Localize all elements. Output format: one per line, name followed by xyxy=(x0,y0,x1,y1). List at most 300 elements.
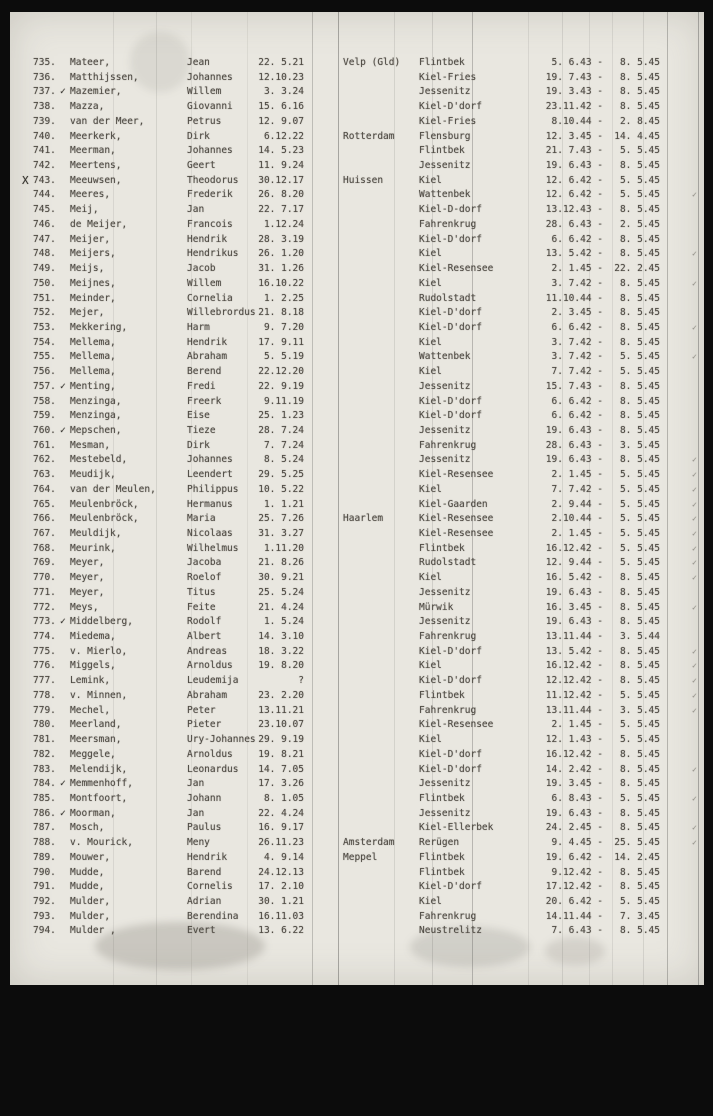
birth-date: 22. 4.24 xyxy=(258,807,304,819)
camp: Jessenitz xyxy=(419,424,471,436)
date-to: 8. 5.45 xyxy=(619,160,660,172)
first-name: Leudemija xyxy=(187,675,239,687)
surname: Mesman, xyxy=(70,439,111,451)
right-check-mark: ✓ xyxy=(692,484,697,494)
birth-date: 23. 2.20 xyxy=(258,689,304,701)
date-from: 16. 5.42 - xyxy=(545,572,603,584)
table-row xyxy=(10,159,704,174)
row-number: 762. xyxy=(33,454,56,466)
table-row xyxy=(10,424,704,439)
date-to: 8. 5.45 xyxy=(619,601,660,613)
surname: Meerland, xyxy=(70,719,122,731)
date-to: 8. 5.45 xyxy=(619,57,660,68)
row-number: 766. xyxy=(33,513,56,525)
camp: Flintbek xyxy=(419,792,465,804)
first-name: Eise xyxy=(187,410,210,422)
first-name: Jan xyxy=(187,778,205,790)
date-to: 8. 5.45 xyxy=(619,925,660,937)
row-number: 740. xyxy=(33,130,56,142)
date-to: 5. 5.45 xyxy=(619,792,660,804)
surname: Middelberg, xyxy=(70,616,133,628)
date-from: 19. 7.43 - xyxy=(545,71,603,83)
right-check-mark: ✓ xyxy=(692,499,697,509)
first-name: Hendrik xyxy=(187,851,228,863)
birth-date: 1.12.24 xyxy=(263,218,304,230)
camp: Neustrelitz xyxy=(419,925,482,937)
birth-date: 23.10.07 xyxy=(258,719,304,731)
date-to: 8. 5.45 xyxy=(619,292,660,304)
date-to: 8. 5.45 xyxy=(619,616,660,628)
camp: Wattenbek xyxy=(419,351,471,363)
camp: Kiel-Fries xyxy=(419,71,477,83)
date-from: 6. 6.42 - xyxy=(551,321,603,333)
surname: Meinder, xyxy=(70,292,116,304)
surname: van der Meulen, xyxy=(70,483,156,495)
camp: Kiel-D'dorf xyxy=(419,410,482,422)
date-to: 8. 5.45 xyxy=(619,424,660,436)
row-number: 763. xyxy=(33,469,56,481)
date-to: 8. 5.45 xyxy=(619,881,660,893)
row-number: 749. xyxy=(33,263,56,275)
right-check-mark: ✓ xyxy=(692,514,697,524)
birth-date: 24.12.13 xyxy=(258,866,304,878)
birth-date: 14. 3.10 xyxy=(258,631,304,643)
date-to: 8. 5.45 xyxy=(619,675,660,687)
camp: Rudolstadt xyxy=(419,557,477,569)
first-name: Francois xyxy=(187,218,233,230)
surname: Mouwer, xyxy=(70,851,111,863)
date-to: 8. 5.45 xyxy=(619,204,660,216)
surname: v. Mourick, xyxy=(70,837,133,849)
table-row xyxy=(10,556,704,571)
row-number: 778. xyxy=(33,689,56,701)
table-row xyxy=(10,498,704,513)
table-row xyxy=(10,674,704,689)
camp: Kiel-Ellerbek xyxy=(419,822,494,834)
date-from: 9. 4.45 - xyxy=(551,837,603,849)
date-to: 8. 5.45 xyxy=(619,763,660,775)
surname: Miggels, xyxy=(70,660,116,672)
date-to: 8. 5.45 xyxy=(619,101,660,113)
table-row xyxy=(10,203,704,218)
date-to: 5. 5.45 xyxy=(619,513,660,525)
birth-date: 19. 8.21 xyxy=(258,748,304,760)
date-from: 19. 6.43 - xyxy=(545,424,603,436)
row-number: 748. xyxy=(33,248,56,260)
date-to: 3. 5.44 xyxy=(619,631,660,643)
row-number: 784. xyxy=(33,778,56,790)
camp: Kiel-D'dorf xyxy=(419,748,482,760)
surname: Meij, xyxy=(70,204,99,216)
date-from: 19. 6.43 - xyxy=(545,807,603,819)
right-check-mark: ✓ xyxy=(692,838,697,848)
table-row xyxy=(10,56,704,71)
table-row xyxy=(10,601,704,616)
birth-date: 6.12.22 xyxy=(263,130,304,142)
surname: Meijs, xyxy=(70,263,105,275)
right-check-mark: ✓ xyxy=(692,823,697,833)
birth-date: 16.11.03 xyxy=(258,910,304,922)
date-to: 2. 5.45 xyxy=(619,218,660,230)
date-to: 8. 5.45 xyxy=(619,410,660,422)
birth-date: 1. 5.24 xyxy=(263,616,304,628)
camp: Kiel-Resensee xyxy=(419,513,494,525)
birth-date: 12.10.23 xyxy=(258,71,304,83)
camp: Flintbek xyxy=(419,145,465,157)
table-row xyxy=(10,866,704,881)
first-name: Leonardus xyxy=(187,763,239,775)
right-check-mark: ✓ xyxy=(692,322,697,332)
surname: Meudijk, xyxy=(70,469,116,481)
right-check-mark: ✓ xyxy=(692,190,697,200)
table-row xyxy=(10,615,704,630)
row-number: 785. xyxy=(33,792,56,804)
first-name: Barend xyxy=(187,866,222,878)
row-number: 744. xyxy=(33,189,56,201)
table-row xyxy=(10,630,704,645)
table-row xyxy=(10,571,704,586)
first-name: Nicolaas xyxy=(187,528,233,539)
surname: Moorman, xyxy=(70,807,116,819)
surname: Meeuwsen, xyxy=(70,174,122,186)
row-number: 750. xyxy=(33,277,56,289)
date-from: 2. 1.45 - xyxy=(551,263,603,275)
date-from: 14.11.44 - xyxy=(545,910,603,922)
table-row xyxy=(10,336,704,351)
first-name: Abraham xyxy=(187,689,228,701)
date-to: 5. 5.45 xyxy=(619,689,660,701)
row-number: 756. xyxy=(33,366,56,378)
surname: Mejer, xyxy=(70,307,105,319)
surname: Mestebeld, xyxy=(70,454,128,466)
date-from: 12. 1.43 - xyxy=(545,734,603,746)
birth-date: 1. 2.25 xyxy=(263,292,304,304)
birth-date: 28. 7.24 xyxy=(258,424,304,436)
surname: Miedema, xyxy=(70,631,116,643)
camp: Jessenitz xyxy=(419,454,471,466)
date-from: 2. 1.45 - xyxy=(551,469,603,481)
date-to: 8. 5.45 xyxy=(619,866,660,878)
birth-date: 22.12.20 xyxy=(258,366,304,378)
birth-date: 15. 6.16 xyxy=(258,101,304,113)
surname: Meijers, xyxy=(70,248,116,260)
table-row xyxy=(10,453,704,468)
right-check-mark: ✓ xyxy=(692,793,697,803)
camp: Rerügen xyxy=(419,837,460,849)
date-to: 8. 5.45 xyxy=(619,395,660,407)
table-row xyxy=(10,85,704,100)
surname: Mellema, xyxy=(70,366,116,378)
first-name: Berend xyxy=(187,366,222,378)
row-number: 777. xyxy=(33,675,56,687)
camp: Kiel xyxy=(419,174,442,186)
birth-date: 22. 5.21 xyxy=(258,57,304,68)
date-from: 16. 3.45 - xyxy=(545,601,603,613)
first-name: Petrus xyxy=(187,115,222,127)
date-from: 13.11.44 - xyxy=(545,631,603,643)
first-name: Philippus xyxy=(187,483,239,495)
first-name: Hendrik xyxy=(187,233,228,245)
camp: Kiel xyxy=(419,336,442,348)
birth-date: 31. 1.26 xyxy=(258,263,304,275)
margin-check-mark: ✓ xyxy=(60,807,66,819)
camp: Kiel-Resensee xyxy=(419,263,494,275)
surname: Meersman, xyxy=(70,734,122,746)
first-name: Roelof xyxy=(187,572,222,584)
date-from: 6. 6.42 - xyxy=(551,410,603,422)
date-to: 3. 5.45 xyxy=(619,704,660,716)
table-row xyxy=(10,924,704,939)
surname: Meeres, xyxy=(70,189,111,201)
table-row xyxy=(10,247,704,262)
surname: Mepschen, xyxy=(70,424,122,436)
right-check-mark: ✓ xyxy=(692,352,697,362)
right-check-mark: ✓ xyxy=(692,278,697,288)
first-name: Meny xyxy=(187,837,210,849)
camp: Jessenitz xyxy=(419,380,471,392)
camp: Fahrenkrug xyxy=(419,439,477,451)
date-to: 5. 5.45 xyxy=(619,719,660,731)
camp: Rudolstadt xyxy=(419,292,477,304)
date-to: 8. 5.45 xyxy=(619,307,660,319)
row-number: 792. xyxy=(33,895,56,907)
camp: Kiel-D'dorf xyxy=(419,675,482,687)
first-name: Abraham xyxy=(187,351,228,363)
surname: Meulenbröck, xyxy=(70,513,139,525)
date-to: 5. 5.45 xyxy=(619,734,660,746)
date-to: 5. 5.45 xyxy=(619,542,660,554)
table-row xyxy=(10,586,704,601)
table-row xyxy=(10,380,704,395)
camp: Kiel xyxy=(419,895,442,907)
row-number: 737. xyxy=(33,86,56,98)
table-row xyxy=(10,836,704,851)
table-row xyxy=(10,821,704,836)
surname: Meijer, xyxy=(70,233,111,245)
row-number: 774. xyxy=(33,631,56,643)
surname: Mulder, xyxy=(70,895,111,907)
surname: Meijnes, xyxy=(70,277,116,289)
table-row xyxy=(10,777,704,792)
right-check-mark: ✓ xyxy=(692,249,697,259)
table-row xyxy=(10,763,704,778)
date-to: 8. 5.45 xyxy=(619,778,660,790)
date-to: 5. 5.45 xyxy=(619,557,660,569)
row-number: 736. xyxy=(33,71,56,83)
row-number: 745. xyxy=(33,204,56,216)
date-to: 8. 5.45 xyxy=(619,71,660,83)
date-from: 19. 3.43 - xyxy=(545,86,603,98)
right-check-mark: ✓ xyxy=(692,764,697,774)
date-from: 6. 6.42 - xyxy=(551,395,603,407)
date-from: 12. 6.42 - xyxy=(545,189,603,201)
date-from: 2.10.44 - xyxy=(551,513,603,525)
birth-date: 14. 7.05 xyxy=(258,763,304,775)
birth-date: 8. 5.24 xyxy=(263,454,304,466)
first-name: Harm xyxy=(187,321,210,333)
row-number: 755. xyxy=(33,351,56,363)
birth-date: 26. 1.20 xyxy=(258,248,304,260)
first-name: Pieter xyxy=(187,719,222,731)
table-row xyxy=(10,542,704,557)
table-row xyxy=(10,733,704,748)
date-to: 3. 5.45 xyxy=(619,439,660,451)
birth-date: 11. 9.24 xyxy=(258,160,304,172)
row-number: 746. xyxy=(33,218,56,230)
table-row xyxy=(10,233,704,248)
date-to: 8. 5.45 xyxy=(619,645,660,657)
ink-stain xyxy=(545,937,605,965)
first-name: Willem xyxy=(187,86,222,98)
table-row xyxy=(10,321,704,336)
first-name: Jan xyxy=(187,204,205,216)
row-number: 768. xyxy=(33,542,56,554)
date-from: 17.12.42 - xyxy=(545,881,603,893)
surname: Mudde, xyxy=(70,866,105,878)
camp: Jessenitz xyxy=(419,86,471,98)
date-from: 23.11.42 - xyxy=(545,101,603,113)
date-from: 13.12.43 - xyxy=(545,204,603,216)
birth-date: 13.11.21 xyxy=(258,704,304,716)
row-number: 781. xyxy=(33,734,56,746)
margin-check-mark: ✓ xyxy=(60,424,66,436)
surname: Meerman, xyxy=(70,145,116,157)
date-from: 11.12.42 - xyxy=(545,689,603,701)
camp: Kiel xyxy=(419,483,442,495)
first-name: Titus xyxy=(187,586,216,598)
surname: Meuldijk, xyxy=(70,528,122,539)
first-name: Johannes xyxy=(187,145,233,157)
camp: Wattenbek xyxy=(419,189,471,201)
date-from: 6. 8.43 - xyxy=(551,792,603,804)
date-to: 8. 5.45 xyxy=(619,277,660,289)
date-to: 5. 5.45 xyxy=(619,366,660,378)
table-row xyxy=(10,704,704,719)
date-to: 8. 5.45 xyxy=(619,660,660,672)
birth-date: 28. 3.19 xyxy=(258,233,304,245)
first-name: Andreas xyxy=(187,645,228,657)
first-name: Willem xyxy=(187,277,222,289)
camp: Fahrenkrug xyxy=(419,910,477,922)
table-row xyxy=(10,71,704,86)
camp: Kiel-Resensee xyxy=(419,469,494,481)
date-from: 12. 3.45 - xyxy=(545,130,603,142)
first-name: Dirk xyxy=(187,439,210,451)
right-check-mark: ✓ xyxy=(692,558,697,568)
camp: Kiel-D'dorf xyxy=(419,233,482,245)
date-to: 8. 5.45 xyxy=(619,233,660,245)
date-from: 11.10.44 - xyxy=(545,292,603,304)
first-name: Giovanni xyxy=(187,101,233,113)
date-to: 8. 5.45 xyxy=(619,336,660,348)
camp: Kiel-D'dorf xyxy=(419,307,482,319)
birth-date: 21. 4.24 xyxy=(258,601,304,613)
margin-check-mark: ✓ xyxy=(60,778,66,790)
table-row xyxy=(10,130,704,145)
margin-cross-mark: X xyxy=(22,173,29,187)
row-number: 769. xyxy=(33,557,56,569)
table-row xyxy=(10,527,704,542)
date-from: 2. 3.45 - xyxy=(551,307,603,319)
first-name: Willebrordus xyxy=(187,307,256,319)
camp: Flintbek xyxy=(419,866,465,878)
table-row xyxy=(10,689,704,704)
birth-date: 21. 8.18 xyxy=(258,307,304,319)
surname: van der Meer, xyxy=(70,115,145,127)
row-number: 773. xyxy=(33,616,56,628)
right-check-mark: ✓ xyxy=(692,602,697,612)
first-name: Theodorus xyxy=(187,174,239,186)
birth-date: 3. 3.24 xyxy=(263,86,304,98)
camp: Kiel-D'dorf xyxy=(419,645,482,657)
row-number: 743. xyxy=(33,174,56,186)
row-number: 758. xyxy=(33,395,56,407)
table-row xyxy=(10,439,704,454)
date-from: 19. 6.42 - xyxy=(545,851,603,863)
table-row xyxy=(10,262,704,277)
row-number: 739. xyxy=(33,115,56,127)
row-number: 765. xyxy=(33,498,56,510)
right-check-mark: ✓ xyxy=(692,676,697,686)
camp: Kiel-D'dorf xyxy=(419,763,482,775)
camp: Jessenitz xyxy=(419,778,471,790)
row-number: 787. xyxy=(33,822,56,834)
right-check-mark: ✓ xyxy=(692,455,697,465)
table-row xyxy=(10,807,704,822)
first-name: Feite xyxy=(187,601,216,613)
surname: Menting, xyxy=(70,380,116,392)
surname: Mudde, xyxy=(70,881,105,893)
date-to: 5. 5.45 xyxy=(619,469,660,481)
right-check-mark: ✓ xyxy=(692,470,697,480)
first-name: Berendina xyxy=(187,910,239,922)
first-name: Hendrik xyxy=(187,336,228,348)
row-number: 741. xyxy=(33,145,56,157)
table-row xyxy=(10,306,704,321)
table-row xyxy=(10,188,704,203)
first-name: Dirk xyxy=(187,130,210,142)
table-row xyxy=(10,100,704,115)
birth-date: ? xyxy=(298,675,304,687)
table-row xyxy=(10,115,704,130)
first-name: Paulus xyxy=(187,822,222,834)
table-row xyxy=(10,395,704,410)
camp: Flintbek xyxy=(419,689,465,701)
birth-date: 10. 5.22 xyxy=(258,483,304,495)
row-number: 738. xyxy=(33,101,56,113)
table-row xyxy=(10,792,704,807)
camp: Flintbek xyxy=(419,542,465,554)
date-to: 8. 5.45 xyxy=(619,586,660,598)
row-number: 780. xyxy=(33,719,56,731)
birth-date: 8. 1.05 xyxy=(263,792,304,804)
birth-date: 26. 8.20 xyxy=(258,189,304,201)
camp: Kiel xyxy=(419,248,442,260)
row-number: 759. xyxy=(33,410,56,422)
first-name: Ury-Johannes xyxy=(187,734,256,746)
date-from: 15. 7.43 - xyxy=(545,380,603,392)
right-check-mark: ✓ xyxy=(692,661,697,671)
table-row xyxy=(10,409,704,424)
table-row xyxy=(10,851,704,866)
date-to: 8. 5.45 xyxy=(619,572,660,584)
scanned-page xyxy=(10,12,704,985)
camp: Kiel xyxy=(419,734,442,746)
row-number: 735. xyxy=(33,57,56,68)
birth-date: 17. 2.10 xyxy=(258,881,304,893)
birth-date: 25. 5.24 xyxy=(258,586,304,598)
camp: Kiel-Resensee xyxy=(419,719,494,731)
